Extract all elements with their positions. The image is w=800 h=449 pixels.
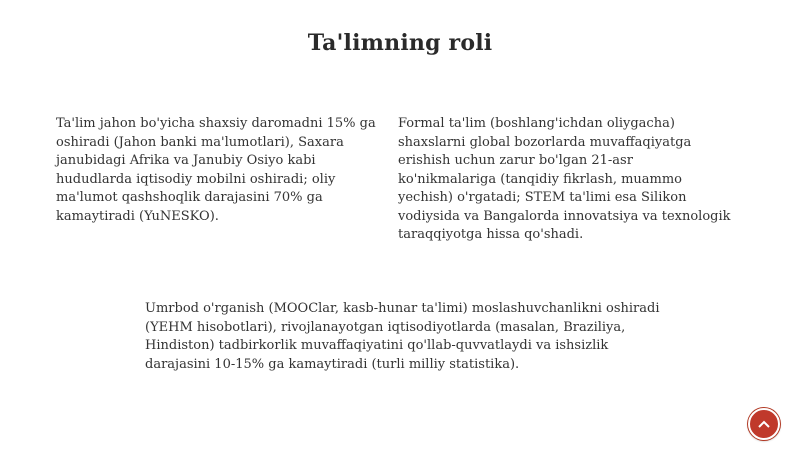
right-text-block: Formal ta'lim (boshlang'ichdan oliygacha) shaxslarni global bozorlarda muvaffaqiyatga erishish uchun zarur bo'lgan 21-asr ko'nikmalariga (tanqidiy fikrlash, muammo yechish) o'rgatadi; STEM ta'limi esa Silikon vodiysida va Bangalorda innovatsiya va texnologik taraqqiyotga hissa qo'shadi. [398,116,731,242]
chevron-up-icon [757,419,771,429]
scroll-up-button[interactable] [748,408,780,440]
slide-title: Ta'limning roli [307,30,493,56]
left-text-block: Ta'lim jahon bo'yicha shaxsiy daromadni 15% ga oshiradi (Jahon banki ma'lumotlari), Saxara janubidagi Afrika va Janubiy Osiyo kabi hududlarda iqtisodiy mobilni oshiradi; oliy ma'lumot qashshoqlik darajasini 70% ga kamaytiradi (YuNESKO). [56,116,376,224]
bottom-text-block: Umrbod o'rganish (MOOClar, kasb-hunar ta'limi) moslashuvchanlikni oshiradi (YEHM hisobotlari), rivojlanayotgan iqtisodiyotlarda (masalan, Braziliya, Hindiston) tadbirkorlik muvaffaqiyatini qo'llab-quvvatlaydi va ishsizlik darajasini 10-15% ga kamaytiradi (turli milliy statistika). [145,301,660,372]
